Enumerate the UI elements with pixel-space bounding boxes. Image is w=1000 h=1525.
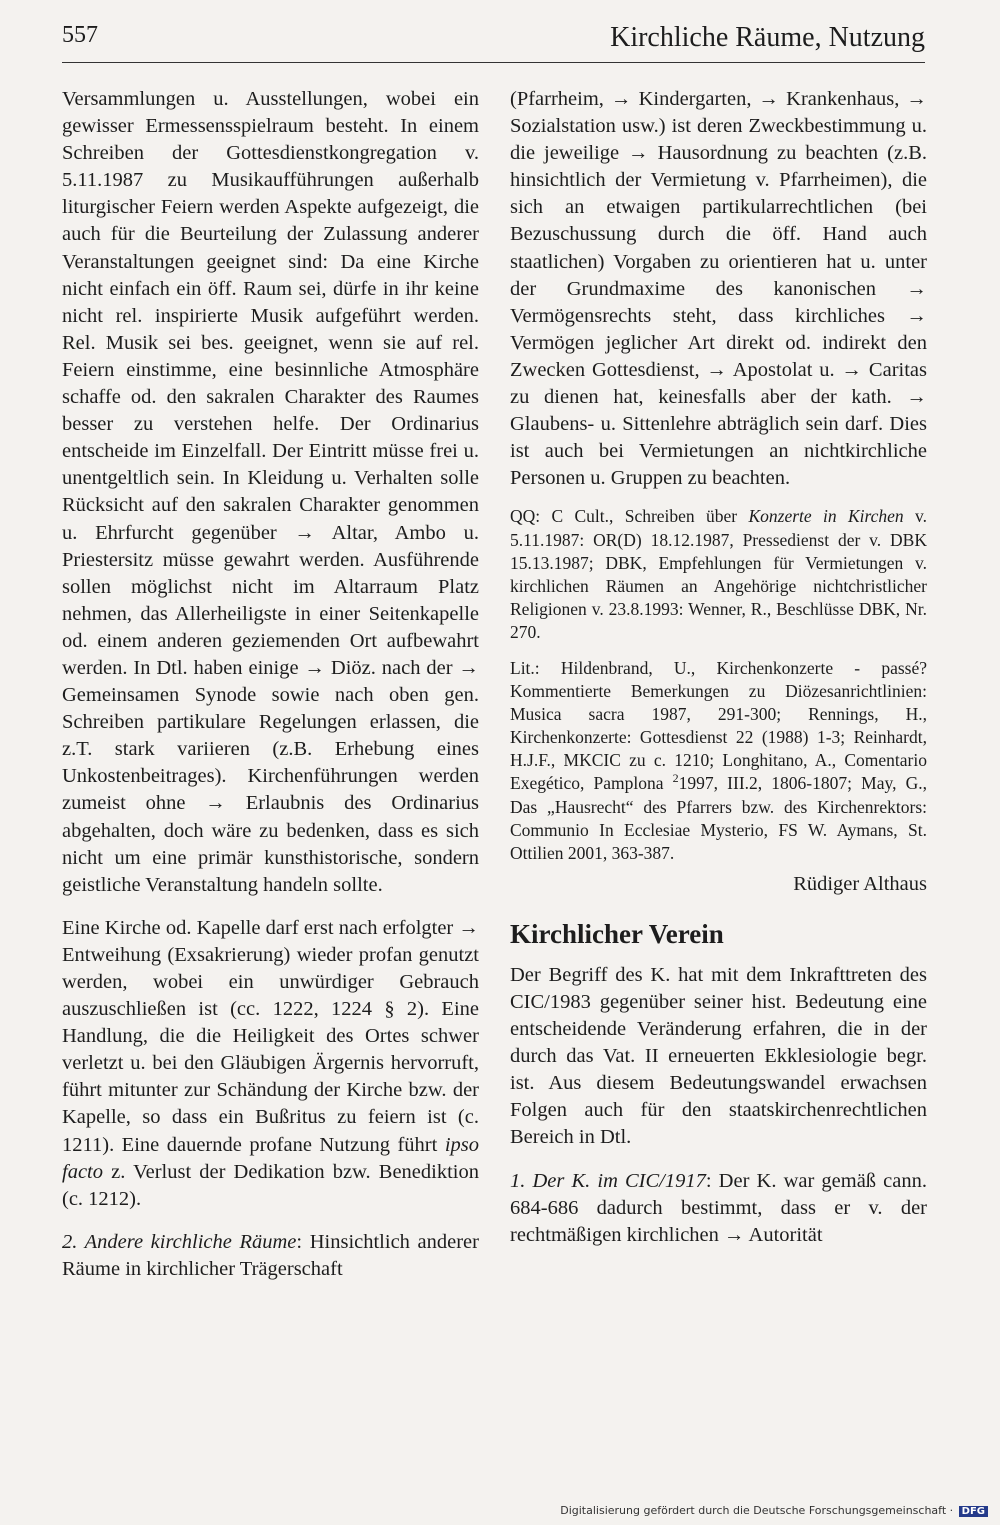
paragraph: Der Begriff des K. hat mit dem Inkrafttreten des CIC/1983 gegenüber seiner hist. Bedeutung eine entscheidende Veränderung erfahren, die in der durch das Vat. II erneuerten Ekklesiologie begr. ist. Aus diesem Bedeutungswandel erwachsen Folgen auch für den staatskirchenrechtlichen Bereich in Dtl. xyxy=(510,963,927,1149)
paragraph: Eine Kirche od. Kapelle darf erst nach erfolgter → Entweihung (Exsakrierung) wieder profan genutzt werden, wobei ein unwürdiger Gebrauch auszuschließen ist (cc. 1222, 1224 § 2). Eine Handlung, die die Heiligkeit des Ortes schwer verletzt u. bei den Gläubigen Ärgernis hervorruft, führt mitunter zur Schändung der Kirche bzw. der Kapelle, so dass ein Bußritus zu feiern ist (c. 1211). Eine dauernde profane Nutzung führt ipso facto z. Verlust der Dedikation bzw. Benediktion (c. 1212). xyxy=(62,916,479,1210)
author-signature: Rüdiger Althaus xyxy=(793,872,927,895)
literature-note: Lit.: Hildenbrand, U., Kirchenkonzerte - passé? Kommentierte Bemerkungen zu Diözesanrichtlinien: Musica sacra 1987, 291-300; Rennings, H., Kirchenkonzerte: Gottesdienst 22 (1988) 1-3; Reinhardt, H.J.F., MKCIC zu c. 1210; Longhitano, A., Comentario Exegético, Pamplona $^2$1997, III.2, 1806-1807; May, G., Das „Hausrecht“ des Pfarrers bzw. des Kirchenrektors: Communio In Ecclesiae Mysterio, FS W. Aymans, St. Ottilien 2001, 363-387. xyxy=(510,657,927,863)
page-number: 557 xyxy=(62,22,98,48)
digitization-footer: Digitalisierung gefördert durch die Deutsche Forschungsgemeinschaft · DFG xyxy=(560,1504,988,1517)
right-column xyxy=(510,86,927,1249)
left-column xyxy=(62,86,479,1283)
paragraph: (Pfarrheim, → Kindergarten, → Krankenhaus, → Sozialstation usw.) ist deren Zweckbestimmung u. die jeweilige → Hausordnung zu beachten (z.B. hinsichtlich der Vermietung v. Pfarrheimen), die sich an etwaigen partikularrechtlichen (bei Bezuschussung durch die öff. Hand auch staatlichen) Vorgaben zu orientieren hat u. unter der Grundmaxime des kanonischen → Vermögensrechts steht, dass kirchliches → Vermögen jeglicher Art direkt od. indirekt den Zwecken Gottesdienst, → Apostolat u. → Caritas zu dienen hat, keinesfalls aber der kath. → Glaubens- u. Sittenlehre abträglich sein darf. Dies ist auch bei Vermietungen an nichtkirchliche Personen u. Gruppen zu beachten. xyxy=(510,88,927,490)
running-head: Kirchliche Räume, Nutzung xyxy=(610,22,925,53)
paragraph: 1. Der K. im CIC/1917: Der K. war gemäß cann. 684-686 dadurch bestimmt, dass er v. der rechtmäßigen kirchlichen → Autorität xyxy=(510,1169,927,1246)
paragraph: 2. Andere kirchliche Räume: Hinsichtlich anderer Räume in kirchlicher Trägerschaft xyxy=(62,1230,479,1280)
section-heading: Kirchlicher Verein xyxy=(510,918,724,949)
paragraph: Versammlungen u. Ausstellungen, wobei ein gewisser Ermessensspielraum besteht. In einem Schreiben der Gottesdienstkongregation v. 5.11.1987 zu Musikaufführungen außerhalb liturgischer Feiern werden Aspekte aufgezeigt, die auch für die Beurteilung der Zulassung anderer Veranstaltungen geeignet sind: Da eine Kirche nicht einfach ein öff. Raum sei, dürfe in ihr keine nicht rel. inspirierte Musik aufgeführt werden. Rel. Musik sei bes. geeignet, wenn sie auf rel. Feiern einstimme, eine besinnliche Atmosphäre schaffe od. den sakralen Charakter des Raumes besser zu verstehen helfe. Der Ordinarius entscheide im Einzelfall. Der Eintritt müsse frei u. unentgeltlich sein. In Kleidung u. Verhalten solle Rücksicht auf den sakralen Charakter genommen u. Ehrfurcht gegenüber → Altar, Ambo u. Priestersitz müsse gewahrt werden. Ausführende sollen möglichst nicht im Altarraum Platz nehmen, das Allerheiligste in einer Seitenkapelle od. einem anderen geziemenden Ort aufbewahrt werden. In Dtl. haben einige → Diöz. nach der → Gemeinsamen Synode sowie nach oben gen. Schreiben partikulare Regelungen erlassen, die z.T. stark variieren (z.B. Erhebung eines Unkostenbeitrages). Kirchenführungen werden zumeist ohne → Erlaubnis des Ordinarius abgehalten, doch wäre zu bedenken, dass es sich nicht um eine primär kunsthistorische, sondern geistliche Veranstaltung handeln sollte. xyxy=(62,88,479,896)
dfg-logo: DFG xyxy=(959,1506,988,1517)
page-header xyxy=(62,22,925,62)
header-rule xyxy=(62,62,925,63)
sources-note: QQ: C Cult., Schreiben über Konzerte in Kirchen v. 5.11.1987: OR(D) 18.12.1987, Pressedienst der v. DBK 15.13.1987; DBK, Empfehlungen für Vermietungen v. kirchlichen Räumen an Angehörige nichtchristlicher Religionen v. 23.8.1993: Wenner, R., Beschlüsse DBK, Nr. 270. xyxy=(510,506,928,642)
